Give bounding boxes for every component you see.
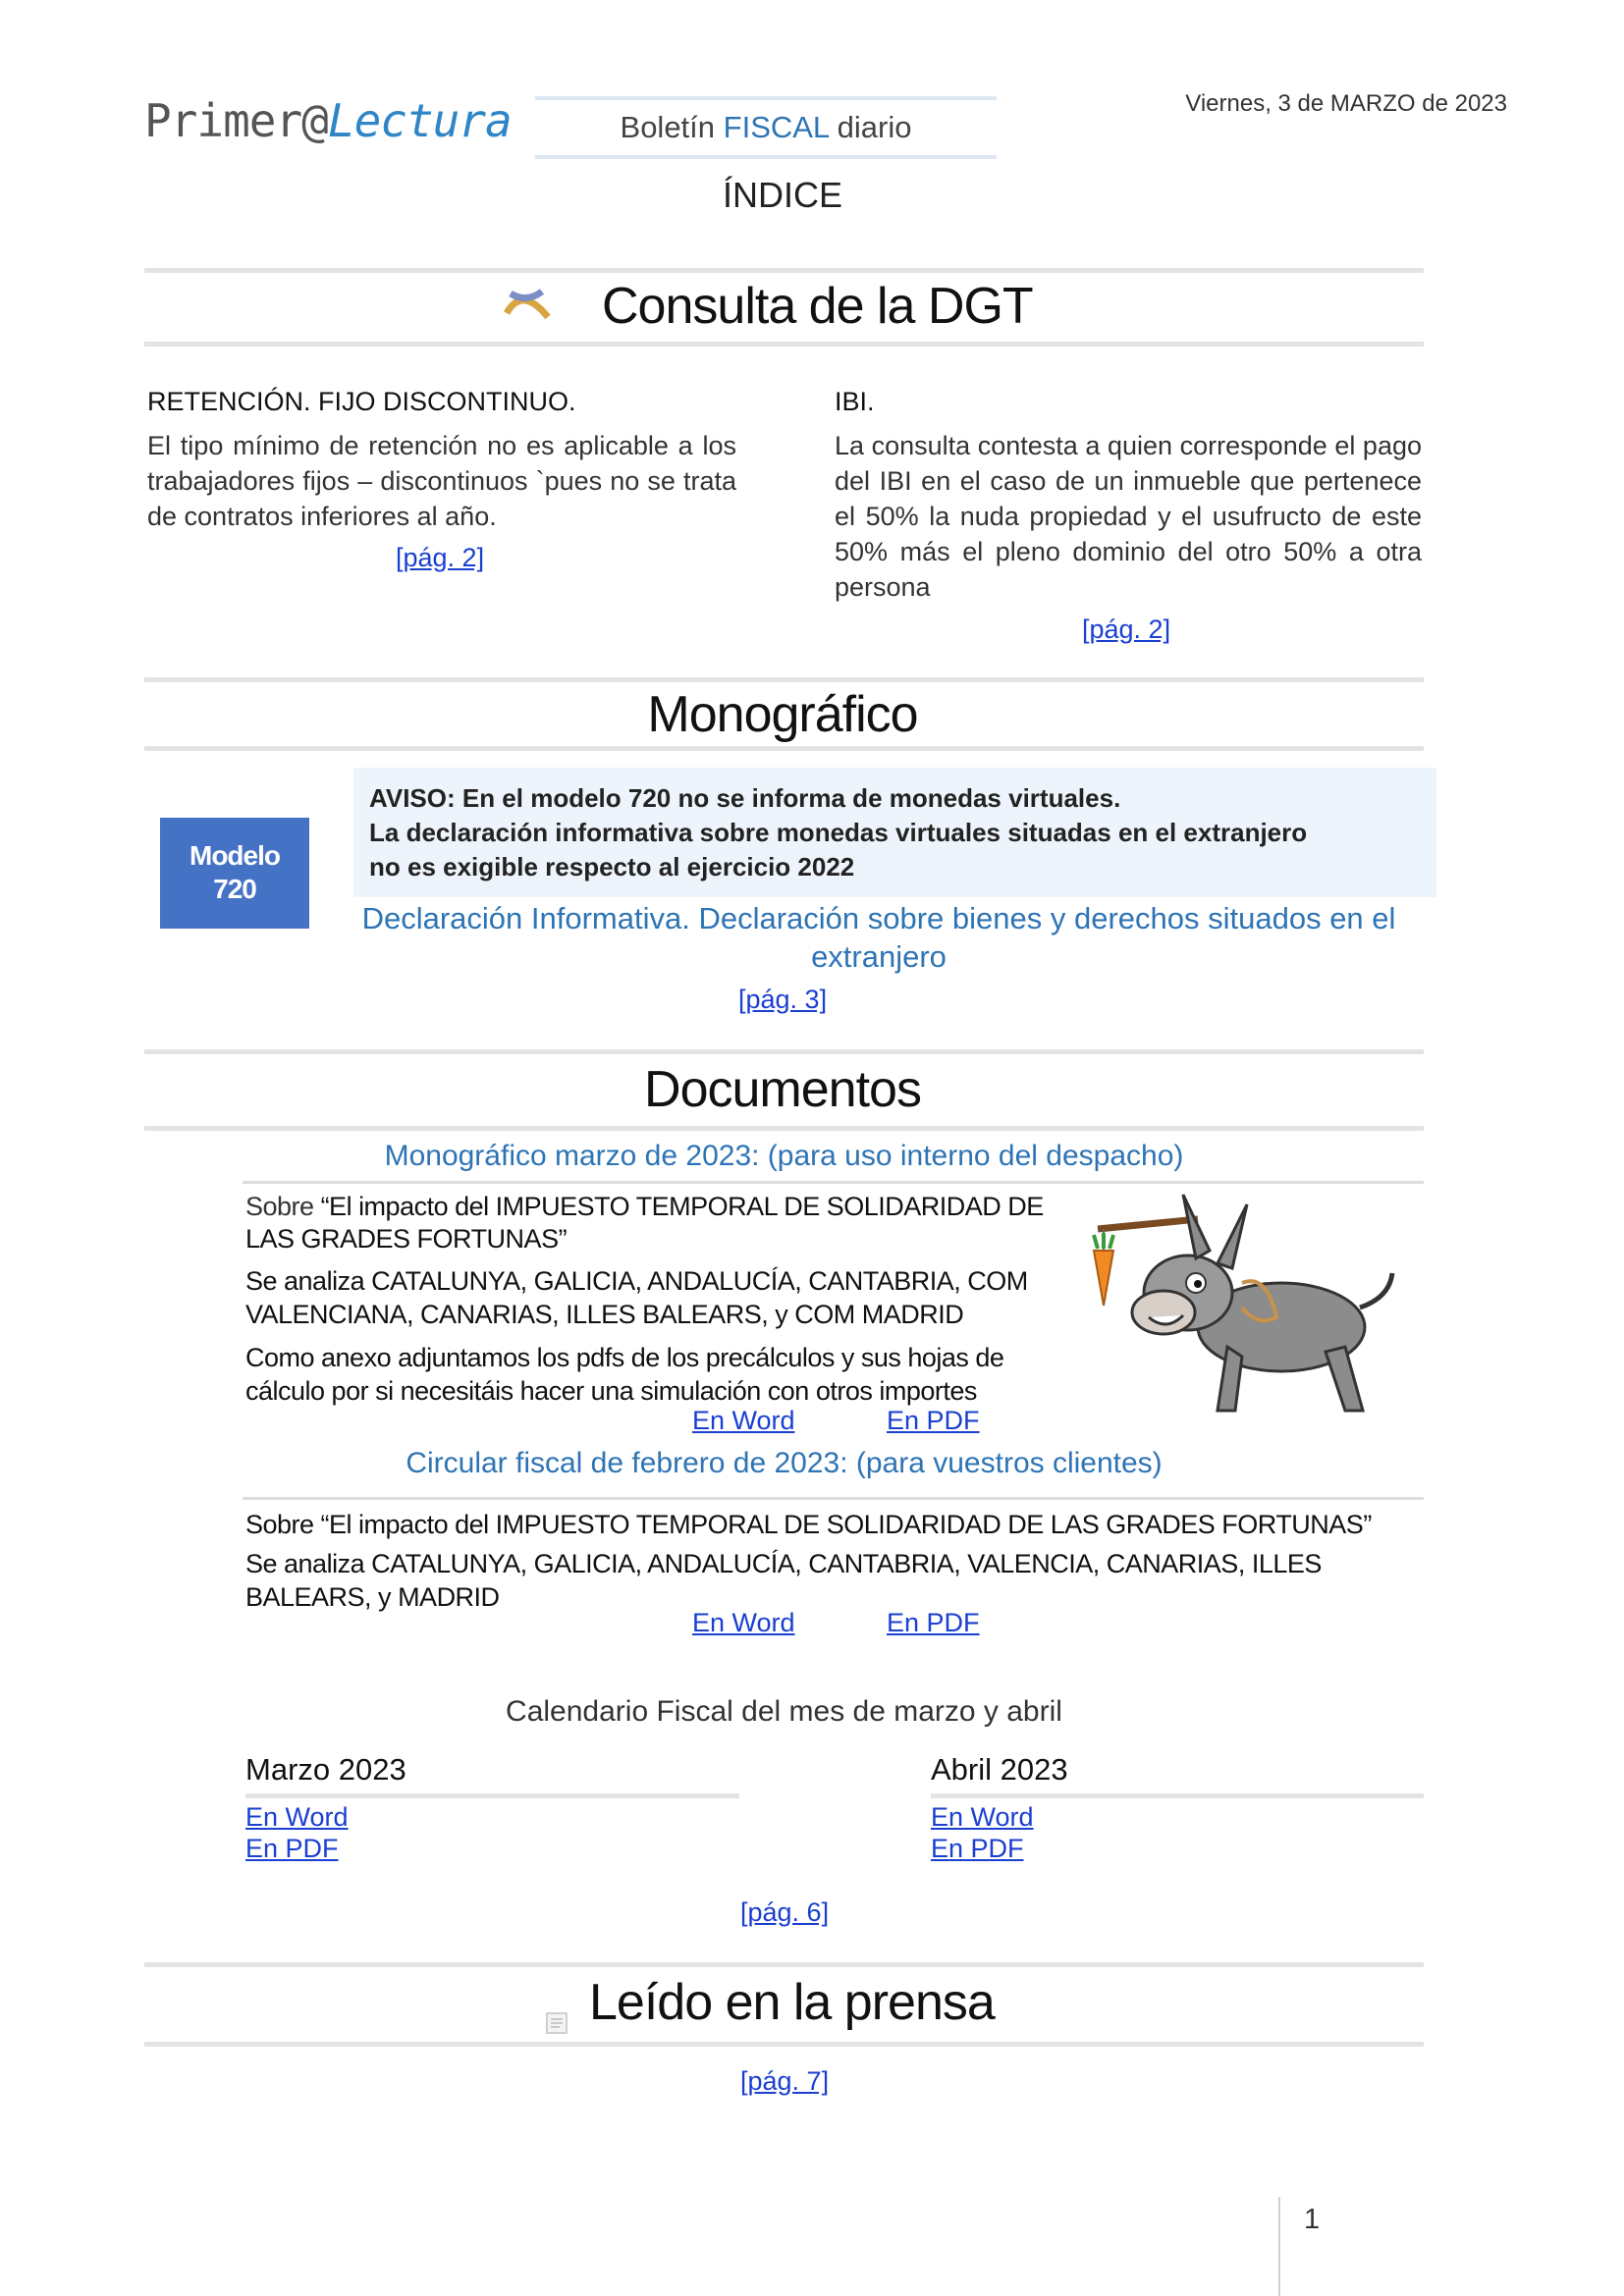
divider (144, 677, 1424, 682)
dgt-left-page-link[interactable]: [pág. 2] (396, 543, 485, 572)
divider (144, 1126, 1424, 1131)
divider (243, 1181, 1424, 1184)
prensa-page-link[interactable]: [pág. 7] (740, 2066, 830, 2096)
notice-line1: AVISO: En el modelo 720 no se informa de monedas virtuales. (369, 783, 1121, 813)
doc-block1-annex: Como anexo adjuntamos los pdfs de los precálculos y sus hojas de cálculo por si necesitáis hacer una simulación con otros importes (245, 1343, 1004, 1406)
doc-block2-regions: Se analiza CATALUNYA, GALICIA, ANDALUCÍA, CANTABRIA, VALENCIA, CANARIAS, ILLES BALEARS, y MADRID (245, 1549, 1322, 1612)
bulletin-prefix: Boletín (620, 110, 724, 144)
bulletin-suffix: diario (829, 110, 912, 144)
doc-block1-about (245, 1191, 1080, 1255)
monografico-section-title: Monográfico (647, 686, 918, 743)
logo (144, 94, 512, 147)
divider (245, 1793, 739, 1798)
divider (144, 746, 1424, 751)
prensa-section-title: Leído en la prensa (589, 1974, 995, 2031)
monografico-page-link[interactable]: [pág. 3] (738, 985, 828, 1014)
doc-block1-heading: Monográfico marzo de 2023: (para uso interno del despacho) (384, 1140, 1184, 1172)
calendar-april-title: Abril 2023 (931, 1752, 1068, 1787)
bulletin-date: Viernes, 3 de MARZO de 2023 (1185, 90, 1507, 117)
dgt-right-heading: IBI. (835, 387, 875, 416)
doc-block1-pdf-link[interactable]: En PDF (887, 1406, 980, 1435)
doc-block2-heading: Circular fiscal de febrero de 2023: (para vuestros clientes) (406, 1447, 1163, 1479)
dgt-left-heading: RETENCIÓN. FIJO DISCONTINUO. (147, 387, 576, 416)
divider (931, 1793, 1424, 1798)
page-number: 1 (1304, 2204, 1321, 2235)
divider (243, 1497, 1424, 1500)
march-pdf-link[interactable]: En PDF (245, 1834, 339, 1863)
notice-box (353, 768, 1436, 897)
notice-line2: La declaración informativa sobre monedas virtuales situadas en el extranjero (369, 818, 1308, 847)
doc-block2-about: Sobre “El impacto del IMPUESTO TEMPORAL DE SOLIDARIDAD DE LAS GRADES FORTUNAS” (245, 1510, 1372, 1539)
footer-divider (1278, 2197, 1280, 2296)
calendar-heading: Calendario Fiscal del mes de marzo y abril (506, 1695, 1062, 1728)
newspaper-icon (546, 2012, 568, 2034)
bulletin-box (535, 96, 997, 159)
dgt-right-page-link[interactable]: [pág. 2] (1082, 614, 1171, 644)
bulletin-highlight: FISCAL (723, 110, 830, 144)
divider (144, 1049, 1424, 1054)
dgt-section-title: Consulta de la DGT (602, 278, 1033, 335)
about-text: “El impacto del IMPUESTO TEMPORAL DE SOLIDARIDAD DE LAS GRADES FORTUNAS” (245, 1192, 1044, 1254)
doc-block1-word-link[interactable]: En Word (692, 1406, 795, 1435)
badge-line2: 720 (213, 874, 256, 904)
calendar-march-title: Marzo 2023 (245, 1752, 406, 1787)
divider (144, 342, 1424, 347)
notice-line3: no es exigible respecto al ejercicio 2022 (369, 852, 855, 881)
doc-block2-pdf-link[interactable]: En PDF (887, 1608, 980, 1637)
divider (144, 268, 1424, 273)
divider (144, 2042, 1424, 2047)
documentos-page-link[interactable]: [pág. 6] (740, 1897, 830, 1927)
monografico-subtitle: Declaración Informativa. Declaración sobre bienes y derechos situados en el extranjero (361, 901, 1396, 974)
dgt-right-text: La consulta contesta a quien corresponde el pago del IBI en el caso de un inmueble que pertenece el 50% la nuda propiedad y el usufructo de este 50% más el pleno dominio del otro 50% a otra persona (835, 431, 1422, 602)
documentos-section-title: Documentos (644, 1061, 921, 1118)
logo-part1: Primer@ (144, 94, 328, 147)
index-title: ÍNDICE (722, 175, 842, 215)
about-prefix: Sobre (245, 1192, 321, 1221)
badge-line1: Modelo (189, 840, 280, 871)
logo-part2: Lectura (327, 94, 512, 147)
dgt-left-text: El tipo mínimo de retención no es aplicable a los trabajadores fijos – discontinuos `pues no se trata de contratos inferiores al año. (147, 431, 736, 531)
donkey-carrot-illustration (1080, 1190, 1404, 1420)
march-word-link[interactable]: En Word (245, 1802, 349, 1832)
divider (144, 1962, 1424, 1967)
april-word-link[interactable]: En Word (931, 1802, 1034, 1832)
doc-block2-word-link[interactable]: En Word (692, 1608, 795, 1637)
april-pdf-link[interactable]: En PDF (931, 1834, 1024, 1863)
modelo-720-badge[interactable] (160, 818, 309, 929)
doc-block1-regions: Se analiza CATALUNYA, GALICIA, ANDALUCÍA, CANTABRIA, COM VALENCIANA, CANARIAS, ILLES BALEARS, y COM MADRID (245, 1266, 1028, 1329)
